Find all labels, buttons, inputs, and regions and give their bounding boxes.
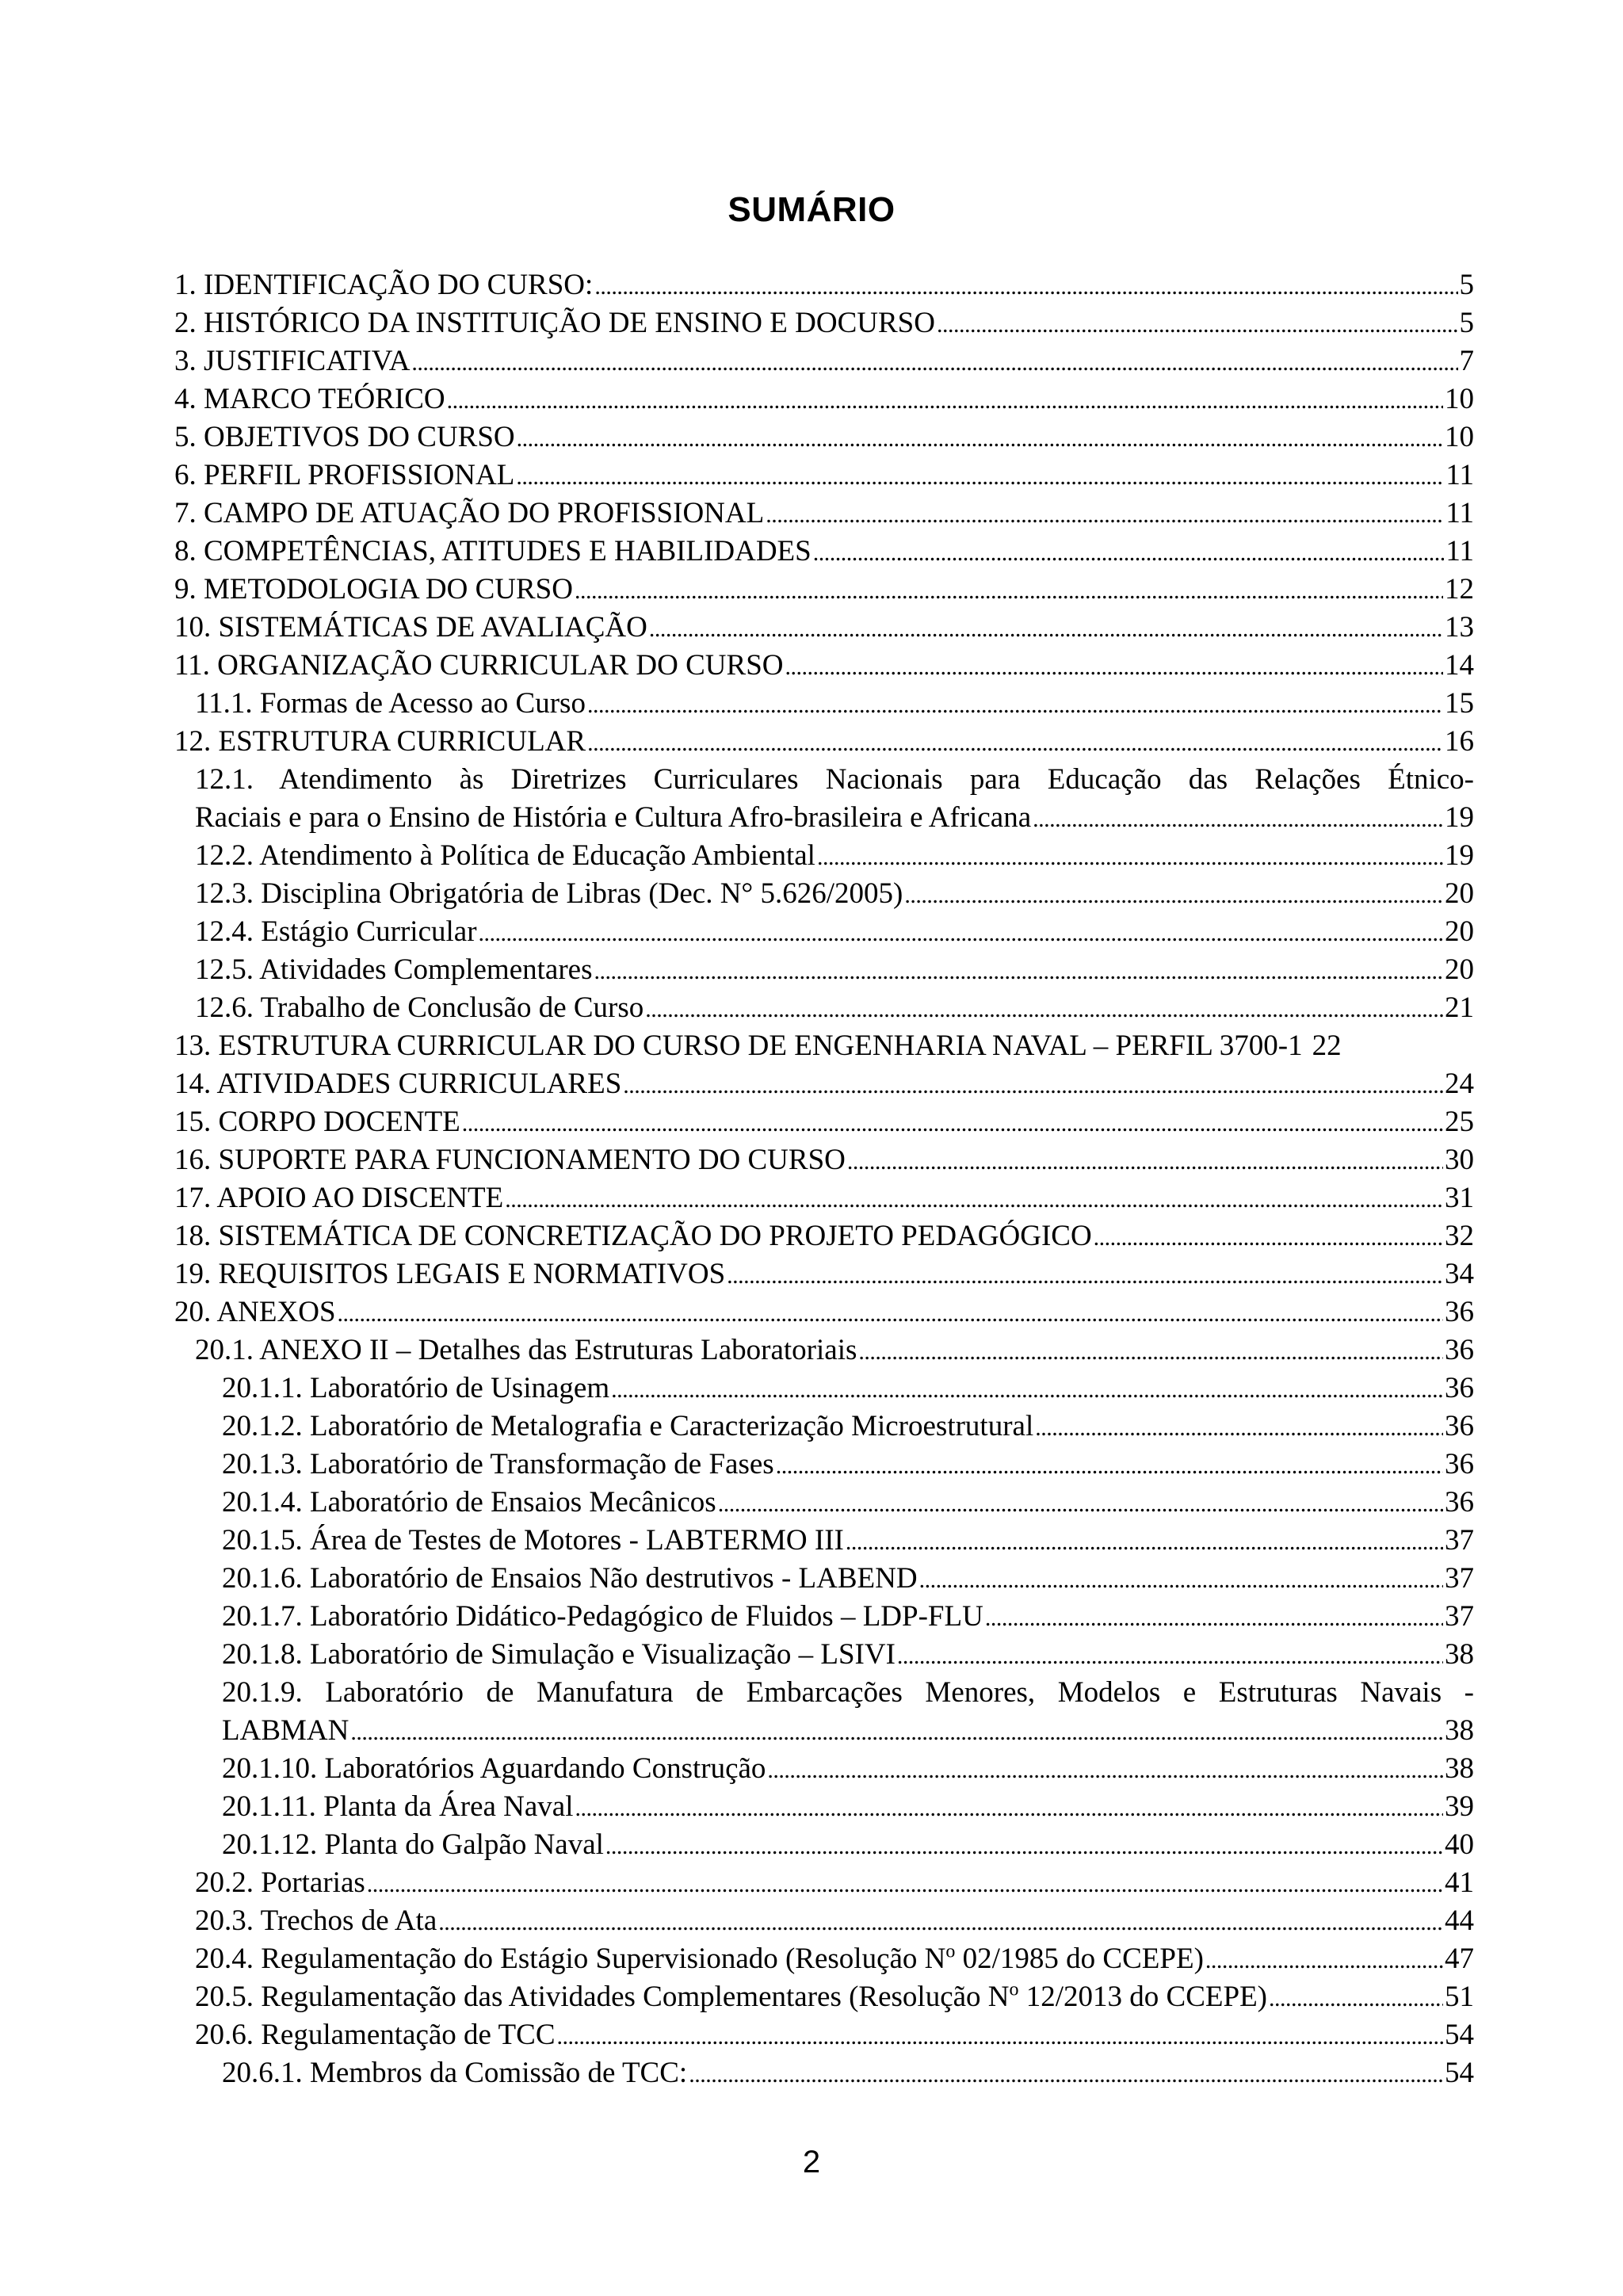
- toc-entry-text: 20.1.2. Laboratório de Metalografia e Caracterização Microestrutural: [222, 1410, 1034, 1442]
- toc-entry-page: 38: [1445, 1714, 1474, 1747]
- toc-entry-text: 12. ESTRUTURA CURRICULAR: [174, 725, 586, 758]
- toc-entry[interactable]: [174, 875, 1474, 913]
- toc-entry-page: 38: [1445, 1638, 1474, 1671]
- table-of-contents: [174, 266, 1474, 2092]
- toc-entry[interactable]: [174, 533, 1474, 571]
- toc-entry-page: 38: [1445, 1752, 1474, 1785]
- toc-entry-page: 22: [1312, 1030, 1342, 1062]
- toc-entry-text: 19. REQUISITOS LEGAIS E NORMATIVOS: [174, 1258, 726, 1290]
- toc-entry-text: 20.1.1. Laboratório de Usinagem: [222, 1372, 610, 1404]
- toc-entry[interactable]: [174, 647, 1474, 685]
- toc-entry-page: 20: [1445, 953, 1474, 986]
- toc-entry-text: 20.1. ANEXO II – Detalhes das Estruturas Laboratoriais: [195, 1334, 857, 1366]
- toc-entry-page: 54: [1445, 2057, 1474, 2089]
- toc-entry-page: 19: [1445, 801, 1474, 834]
- toc-entry[interactable]: [174, 1712, 1474, 1750]
- toc-entry-text: 20.6.1. Membros da Comissão de TCC:: [222, 2057, 688, 2089]
- page-title: SUMÁRIO: [727, 190, 896, 229]
- page-number: 2: [802, 2145, 821, 2179]
- toc-entry[interactable]: [174, 1598, 1474, 1636]
- toc-entry-text: 20.1.5. Área de Testes de Motores - LABTERMO III: [222, 1524, 844, 1557]
- toc-entry-page: 37: [1445, 1524, 1474, 1557]
- toc-entry-text: 3. JUSTIFICATIVA: [174, 345, 411, 377]
- toc-entry-text: 20. ANEXOS: [174, 1296, 336, 1328]
- toc-entry[interactable]: [174, 1484, 1474, 1522]
- toc-entry-page: 36: [1445, 1448, 1474, 1480]
- toc-entry[interactable]: [174, 2016, 1474, 2054]
- toc-entry-text: 20.1.11. Planta da Área Naval: [222, 1790, 574, 1823]
- toc-entry-text: 6. PERFIL PROFISSIONAL: [174, 459, 515, 491]
- toc-entry-page: 15: [1445, 687, 1474, 720]
- toc-entry-text: 13. ESTRUTURA CURRICULAR DO CURSO DE ENGENHARIA NAVAL – PERFIL 3700-1: [174, 1030, 1303, 1062]
- toc-entry[interactable]: [174, 342, 1474, 380]
- toc-entry-text: 20.1.12. Planta do Galpão Naval: [222, 1828, 604, 1861]
- toc-entry-text: 12.5. Atividades Complementares: [195, 953, 593, 986]
- toc-entry-page: 14: [1445, 649, 1474, 682]
- toc-entry[interactable]: [174, 1255, 1474, 1293]
- toc-entry-page: 10: [1445, 421, 1474, 453]
- toc-entry-text: 10. SISTEMÁTICAS DE AVALIAÇÃO: [174, 611, 647, 644]
- toc-entry[interactable]: [174, 723, 1474, 761]
- toc-entry[interactable]: [174, 799, 1474, 837]
- toc-entry-line1[interactable]: 12.1. Atendimento às Diretrizes Curriculares Nacionais para Educação das Relações Étnico-: [195, 763, 1474, 796]
- toc-entry-text: 2. HISTÓRICO DA INSTITUIÇÃO DE ENSINO E DOCURSO: [174, 307, 935, 339]
- toc-entry-text: 20.1.6. Laboratório de Ensaios Não destrutivos - LABEND: [222, 1562, 918, 1595]
- toc-entry[interactable]: [174, 1978, 1474, 2016]
- superscript: o: [945, 1941, 956, 1962]
- toc-entry[interactable]: [174, 1940, 1474, 1978]
- toc-entry-page: 24: [1445, 1068, 1474, 1100]
- toc-entry-text: 12.3. Disciplina Obrigatória de Libras (Dec. N° 5.626/2005): [195, 877, 903, 910]
- toc-entry-text: 1. IDENTIFICAÇÃO DO CURSO:: [174, 269, 594, 301]
- toc-entry[interactable]: [174, 304, 1474, 342]
- toc-entry-text: 20.6. Regulamentação de TCC: [195, 2019, 556, 2051]
- toc-entry-text: 20.1.10. Laboratórios Aguardando Construção: [222, 1752, 766, 1785]
- toc-entry-text: 17. APOIO AO DISCENTE: [174, 1182, 504, 1214]
- toc-entry-page: 20: [1445, 877, 1474, 910]
- toc-entry-text: 9. METODOLOGIA DO CURSO: [174, 573, 573, 606]
- toc-entry-page: 30: [1445, 1144, 1474, 1176]
- toc-entry[interactable]: [174, 1331, 1474, 1370]
- toc-entry[interactable]: [174, 1522, 1474, 1560]
- toc-entry[interactable]: [174, 951, 1474, 989]
- toc-entry-page: 37: [1445, 1562, 1474, 1595]
- toc-entry-page: 19: [1445, 839, 1474, 872]
- toc-entry[interactable]: [174, 1065, 1474, 1103]
- toc-entry-page: 36: [1445, 1334, 1474, 1366]
- toc-entry[interactable]: [174, 1826, 1474, 1864]
- toc-entry[interactable]: [174, 1027, 1474, 1065]
- toc-entry-page: 21: [1445, 991, 1474, 1024]
- toc-entry[interactable]: [174, 1293, 1474, 1331]
- toc-entry-text: 20.1.7. Laboratório Didático-Pedagógico de Fluidos – LDP-FLU: [222, 1600, 983, 1633]
- toc-entry-page: 37: [1445, 1600, 1474, 1633]
- toc-entry[interactable]: [174, 2054, 1474, 2092]
- toc-entry-page: 7: [1459, 345, 1474, 377]
- toc-entry-page: 25: [1445, 1106, 1474, 1138]
- toc-entry[interactable]: [174, 1636, 1474, 1674]
- toc-entry[interactable]: [174, 1217, 1474, 1255]
- toc-entry-page: 39: [1445, 1790, 1474, 1823]
- toc-entry-text: 12.2. Atendimento à Política de Educação Ambiental: [195, 839, 815, 872]
- toc-entry-text: 20.2. Portarias: [195, 1866, 365, 1899]
- toc-entry-text: 20.3. Trechos de Ata: [195, 1904, 437, 1937]
- toc-entry-text: 18. SISTEMÁTICA DE CONCRETIZAÇÃO DO PROJETO PEDAGÓGICO: [174, 1220, 1092, 1252]
- toc-entry-text: 20.1.3. Laboratório de Transformação de Fases: [222, 1448, 774, 1480]
- toc-entry-page: 36: [1445, 1486, 1474, 1519]
- toc-entry-text: Raciais e para o Ensino de História e Cultura Afro-brasileira e Africana: [195, 801, 1032, 834]
- toc-entry-text: 8. COMPETÊNCIAS, ATITUDES E HABILIDADES: [174, 535, 812, 567]
- toc-entry-page: 44: [1445, 1904, 1474, 1937]
- toc-entry[interactable]: [174, 1902, 1474, 1940]
- toc-entry-text: 14. ATIVIDADES CURRICULARES: [174, 1068, 622, 1100]
- toc-entry-text: 4. MARCO TEÓRICO: [174, 383, 445, 415]
- toc-entry-page: 11: [1445, 497, 1474, 529]
- toc-entry[interactable]: [174, 495, 1474, 533]
- toc-entry[interactable]: [174, 1750, 1474, 1788]
- toc-entry[interactable]: [174, 1370, 1474, 1408]
- superscript: o: [1009, 1979, 1019, 2000]
- toc-entry-page: 11: [1445, 535, 1474, 567]
- toc-entry[interactable]: [174, 1864, 1474, 1902]
- toc-entry-text: 20.1.4. Laboratório de Ensaios Mecânicos: [222, 1486, 716, 1519]
- toc-entry-text: 12.4. Estágio Curricular: [195, 915, 477, 948]
- toc-entry-page: 11: [1445, 459, 1474, 491]
- toc-entry[interactable]: [174, 609, 1474, 647]
- toc-entry-text: 15. CORPO DOCENTE: [174, 1106, 460, 1138]
- toc-entry-page: 20: [1445, 915, 1474, 948]
- toc-entry[interactable]: [174, 1788, 1474, 1826]
- toc-entry-line1[interactable]: 20.1.9. Laboratório de Manufatura de Embarcações Menores, Modelos e Estruturas Navais -: [222, 1676, 1474, 1709]
- toc-entry-text: LABMAN: [222, 1714, 349, 1747]
- toc-entry-page: 31: [1445, 1182, 1474, 1214]
- toc-entry-page: 47: [1445, 1943, 1474, 1975]
- toc-entry[interactable]: [174, 1408, 1474, 1446]
- toc-entry[interactable]: [174, 837, 1474, 875]
- toc-entry[interactable]: [174, 266, 1474, 304]
- toc-entry-text: 16. SUPORTE PARA FUNCIONAMENTO DO CURSO: [174, 1144, 846, 1176]
- toc-entry-page: 36: [1445, 1296, 1474, 1328]
- toc-entry[interactable]: [174, 1179, 1474, 1217]
- toc-entry[interactable]: [174, 1141, 1474, 1179]
- toc-entry-page: 16: [1445, 725, 1474, 758]
- toc-entry-page: 40: [1445, 1828, 1474, 1861]
- toc-entry-text: 5. OBJETIVOS DO CURSO: [174, 421, 515, 453]
- toc-entry[interactable]: [174, 1103, 1474, 1141]
- toc-entry-page: 41: [1445, 1866, 1474, 1899]
- toc-entry-page: 32: [1445, 1220, 1474, 1252]
- toc-entry-page: 5: [1459, 307, 1474, 339]
- toc-entry[interactable]: [174, 418, 1474, 457]
- toc-entry[interactable]: [174, 989, 1474, 1027]
- toc-entry-page: 36: [1445, 1372, 1474, 1404]
- toc-entry-text: 20.1.8. Laboratório de Simulação e Visualização – LSIVI: [222, 1638, 896, 1671]
- toc-entry-page: 10: [1445, 383, 1474, 415]
- toc-entry[interactable]: [174, 1446, 1474, 1484]
- toc-entry[interactable]: [174, 457, 1474, 495]
- toc-entry-page: 13: [1445, 611, 1474, 644]
- toc-entry-page: 36: [1445, 1410, 1474, 1442]
- toc-entry-text: 11.1. Formas de Acesso ao Curso: [195, 687, 586, 720]
- toc-entry-page: 5: [1459, 269, 1474, 301]
- toc-entry-text: 20.5. Regulamentação das Atividades Complementares (Resolução $N^o$ 12/2013 do CCEPE): [195, 1979, 1268, 2013]
- toc-entry-page: 54: [1445, 2019, 1474, 2051]
- toc-entry-page: 51: [1445, 1981, 1474, 2013]
- toc-entry[interactable]: [174, 1560, 1474, 1598]
- toc-entry[interactable]: [174, 571, 1474, 609]
- toc-entry-text: 12.6. Trabalho de Conclusão de Curso: [195, 991, 644, 1024]
- toc-entry-text: 11. ORGANIZAÇÃO CURRICULAR DO CURSO: [174, 649, 784, 682]
- toc-entry-page: 34: [1445, 1258, 1474, 1290]
- toc-entry[interactable]: [174, 380, 1474, 418]
- toc-entry-text: 7. CAMPO DE ATUAÇÃO DO PROFISSIONAL: [174, 497, 765, 529]
- toc-entry-page: 12: [1445, 573, 1474, 606]
- toc-entry[interactable]: [174, 685, 1474, 723]
- toc-entry-text: 20.4. Regulamentação do Estágio Supervisionado (Resolução $N^o$ 02/1985 do CCEPE): [195, 1941, 1204, 1975]
- toc-entry[interactable]: [174, 913, 1474, 951]
